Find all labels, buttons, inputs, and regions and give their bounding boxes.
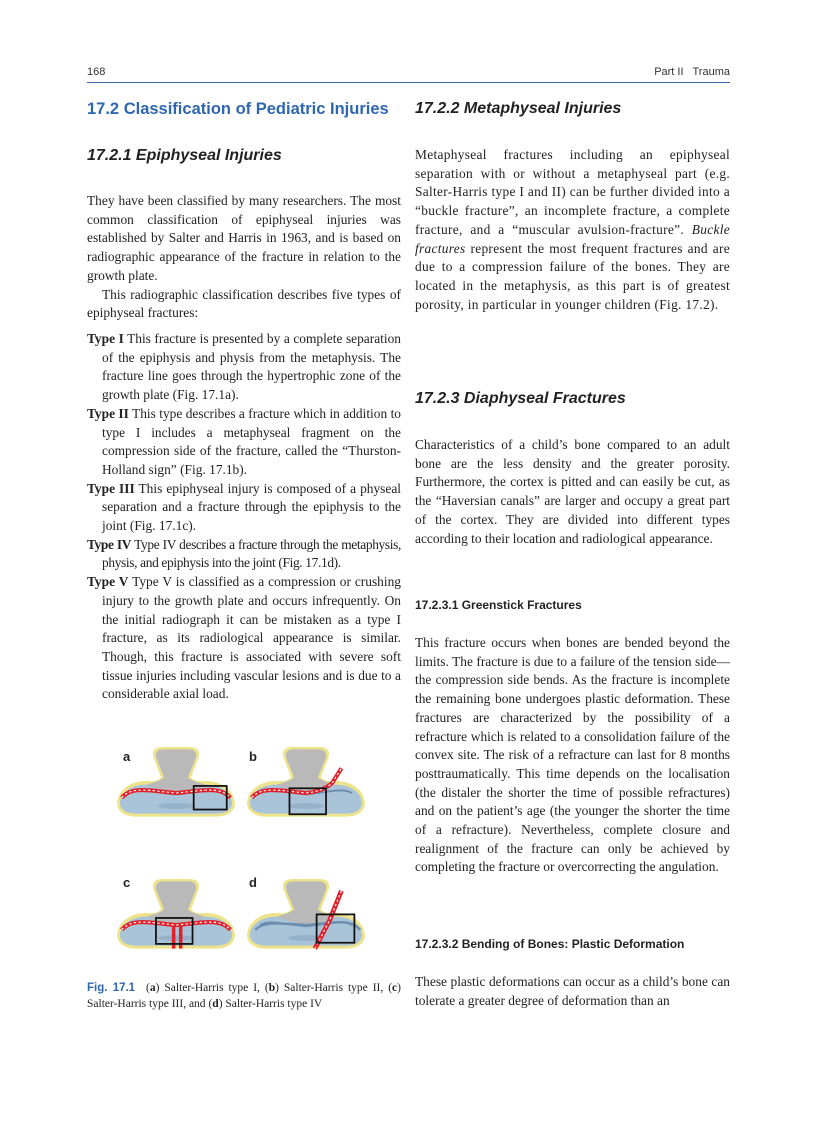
type-list [87, 330, 401, 704]
greenstick-text: This fracture occurs when bones are bended beyond the limits. The fracture is due to a failure of the tension side—the compression side bends. As the fracture is incomplete the remaining bone undergoes plastic deformation. These fractures are characterized by the possibility of a refracture which is related to a consolidation failure of the convex site. The risk of a refracture can last for 8 months posttraumatically. This time depends on the localisation (the distaler the shorter the time of possible refractures) and on the patient’s age (the younger the shorter the time of a refracture). Nevertheless, complete closure and realignment of the fracture can only be achieved by completing the fracture or overcorrecting the angulation. [415, 635, 730, 875]
panel-label-a: a [123, 749, 131, 764]
paragraph: This radiographic classification describes five types of epiphyseal fractures: [87, 286, 401, 321]
panel-b [247, 747, 365, 817]
section-title: 17.2 Classification of Pediatric Injuries [87, 100, 389, 118]
paragraph: They have been classified by many researchers. The most common classification of epiphyseal injuries was established by Salter and Harris in 1963, and is based on radiographic appearance of the fracture in relation to the growth plate. [87, 193, 401, 283]
diaphyseal-text: Characteristics of a child’s bone compared to an adult bone are the less density and the greater porosity. Furthermore, the cortex is pitted and can easily be cut, as the “Haversian canals” are larger and occupy a great part of the cortex. They are divided into different types according to their location and radiological appearance. [415, 437, 730, 546]
figure-label: Fig. 17.1 [87, 982, 136, 994]
figure-caption: Fig. 17.1 (a) Salter-Harris type I, (b) Salter-Harris type II, (c) Salter-Harris type III, and (d) Salter-Harris type IV [87, 982, 401, 1010]
subsection-title-diaphyseal: 17.2.3 Diaphyseal Fractures [415, 390, 626, 407]
type-item: Type I This fracture is presented by a complete separation of the epiphysis and physis from the metaphysis. The fracture line goes through the hypertrophic zone of the growth plate (Fig. 17.1a). [87, 331, 401, 403]
panel-label-c: c [123, 875, 131, 890]
panel-label-b: b [249, 749, 257, 764]
type-item: Type IV Type IV describes a fracture through the metaphysis, physis, and epiphysis into the joint (Fig. 17.1d). [87, 536, 401, 571]
header-rule [87, 82, 730, 83]
running-header [87, 66, 730, 82]
subsection-title-metaphyseal: 17.2.2 Metaphyseal Injuries [415, 100, 622, 117]
subsection-title-epiphyseal: 17.2.1 Epiphyseal Injuries [87, 147, 282, 164]
panel-d [247, 879, 365, 949]
type-item: Type III This epiphyseal injury is composed of a physeal separation and a fracture through the epiphysis to the joint (Fig. 17.1c). [87, 480, 401, 534]
subsubsection-title-bending: 17.2.3.2 Bending of Bones: Plastic Deformation [415, 937, 685, 951]
panel-c [117, 879, 235, 949]
metaphyseal-text: Metaphyseal fractures including an epiphyseal separation with or without a metaphyseal part (e.g. Salter-Harris type I and II) can be further divided into a “buckle fracture”, an incomplete fracture, a complete fracture, and a “muscular avulsion-fracture”. Buckle fractures represent the most frequent fractures and are due to a compression failure of the bones. They are located in the metaphysis, as this part is of greatest porosity, in particular in younger children (Fig. 17.2). [415, 147, 730, 312]
figure-salter-harris [87, 745, 401, 963]
page-number: 168 [87, 66, 106, 78]
subsubsection-title-greenstick: 17.2.3.1 Greenstick Fractures [415, 598, 582, 612]
type-item: Type V Type V is classified as a compression or crushing injury to the growth plate and occurs infrequently. On the initial radiograph it can be mistaken as a type I fracture, as its radiological appearance is similar. Though, this fracture is associated with severe soft tissue injuries including vascular lesions and is due to a considerable axial load. [87, 574, 401, 702]
bending-text: These plastic deformations can occur as a child’s bone can tolerate a greater degree of deformation than an [415, 974, 730, 1008]
type-item: Type II This type describes a fracture which in addition to type I includes a metaphyseal fragment on the compression side of the fracture, called the “Thurston-Holland sign” (Fig. 17.1b). [87, 405, 401, 477]
part-label: Part II Trauma [654, 66, 730, 78]
panel-a [117, 747, 235, 817]
panel-label-d: d [249, 875, 257, 890]
epiphyseal-text [87, 192, 401, 323]
